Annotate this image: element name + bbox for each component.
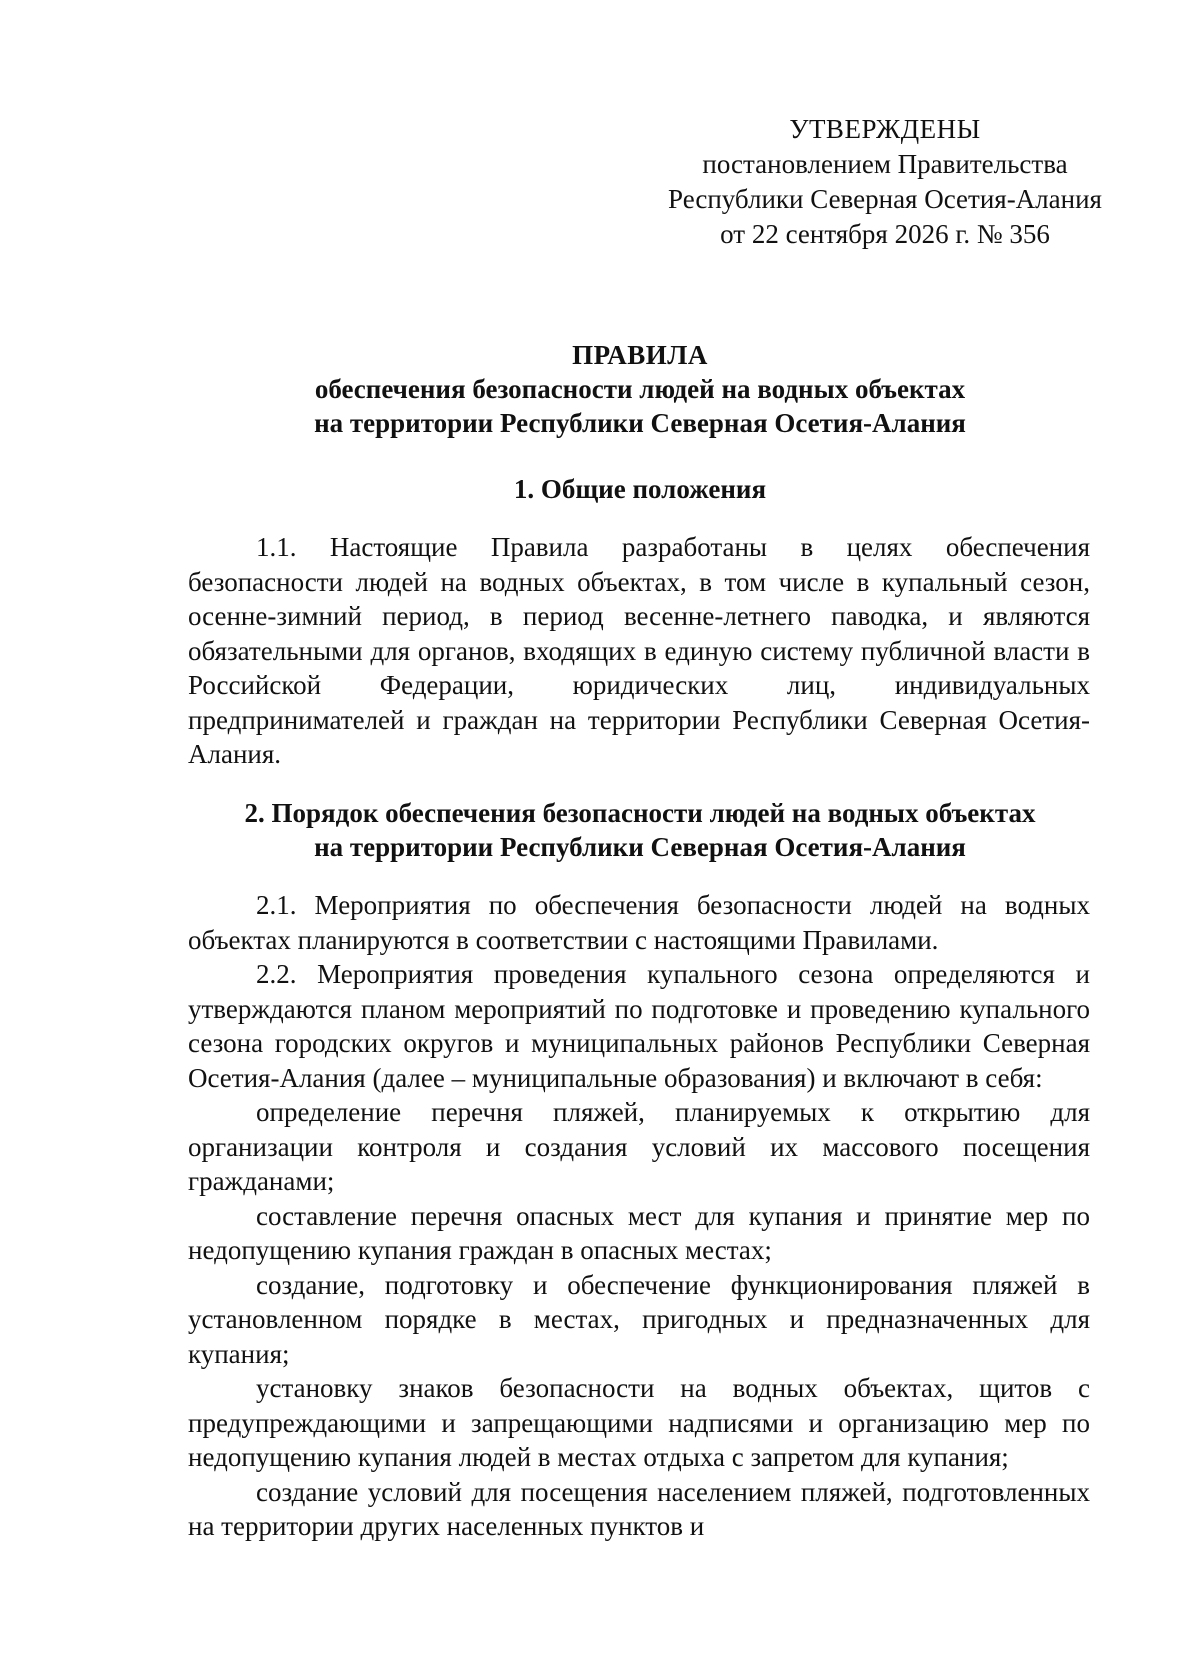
approval-title: УТВЕРЖДЕНЫ <box>789 114 981 144</box>
document-subtitle-line-1: обеспечения безопасности людей на водных объектах <box>314 374 966 404</box>
section-2-heading-line-1: 2. Порядок обеспечения безопасности людей на водных объектах <box>244 798 1036 828</box>
document-subtitle-line-2: на территории Республики Северная Осетия-Алания <box>314 408 966 438</box>
list-item-znaki-bezopasnosti: установку знаков безопасности на водных объектах, щитов с предупреждающими и запрещающими надписями и организацию мер по недопущению купания людей в местах отдыха с запретом для купания; <box>188 1373 1090 1472</box>
paragraph-2-2: 2.2. Мероприятия проведения купального сезона определяются и утверждаются планом мероприятий по подготовке и проведению купального сезона городских округов и муниципальных районов Республики Северная Осетия-Алания (далее – муниципальные образования) и включают в себя: <box>188 959 1090 1093</box>
document-title-block <box>180 338 1100 440</box>
list-item-funktsionirovanie: создание, подготовку и обеспечение функционирования пляжей в установленном порядке в местах, пригодных и предназначенных для купания; <box>188 1269 1090 1369</box>
approval-block <box>640 112 1130 252</box>
document-title: ПРАВИЛА <box>572 340 708 370</box>
approval-line-3: от 22 сентября 2026 г. № 356 <box>720 219 1050 249</box>
list-item-usloviya-poseshcheniya: создание условий для посещения населением пляжей, подготовленных на территории других населенных пунктов и <box>188 1476 1090 1541</box>
section-1-heading <box>180 472 1100 506</box>
approval-line-2: Республики Северная Осетия-Алания <box>668 184 1102 214</box>
list-item-pliazhi: определение перечня пляжей, планируемых к открытию для организации контроля и создания условий их массового посещения гражданами; <box>188 1097 1090 1196</box>
paragraph-1-1: 1.1. Настоящие Правила разработаны в целях обеспечения безопасности людей на водных объектах, в том числе в купальный сезон, осенне-зимний период, в период весенне-летнего паводка, и являются обязательными для органов, входящих в единую систему публичной власти в Российской Федерации, юридических лиц, индивидуальных предпринимателей и граждан на территории Республики Северная Осетия-Алания. <box>188 532 1090 769</box>
list-item-opasnye-mesta: составление перечня опасных мест для купания и принятие мер по недопущению купания граждан в опасных местах; <box>188 1200 1090 1265</box>
section-2-heading-line-2: на территории Республики Северная Осетия-Алания <box>314 832 966 862</box>
paragraph-2-1: 2.1. Мероприятия по обеспечения безопасности людей на водных объектах планируются в соответствии с настоящими Правилами. <box>188 890 1090 955</box>
approval-line-1: постановлением Правительства <box>702 149 1068 179</box>
section-2-heading <box>180 796 1100 864</box>
section-1-heading-text: 1. Общие положения <box>513 474 767 504</box>
section-2-body <box>188 888 1090 1544</box>
section-1-body <box>188 530 1090 772</box>
